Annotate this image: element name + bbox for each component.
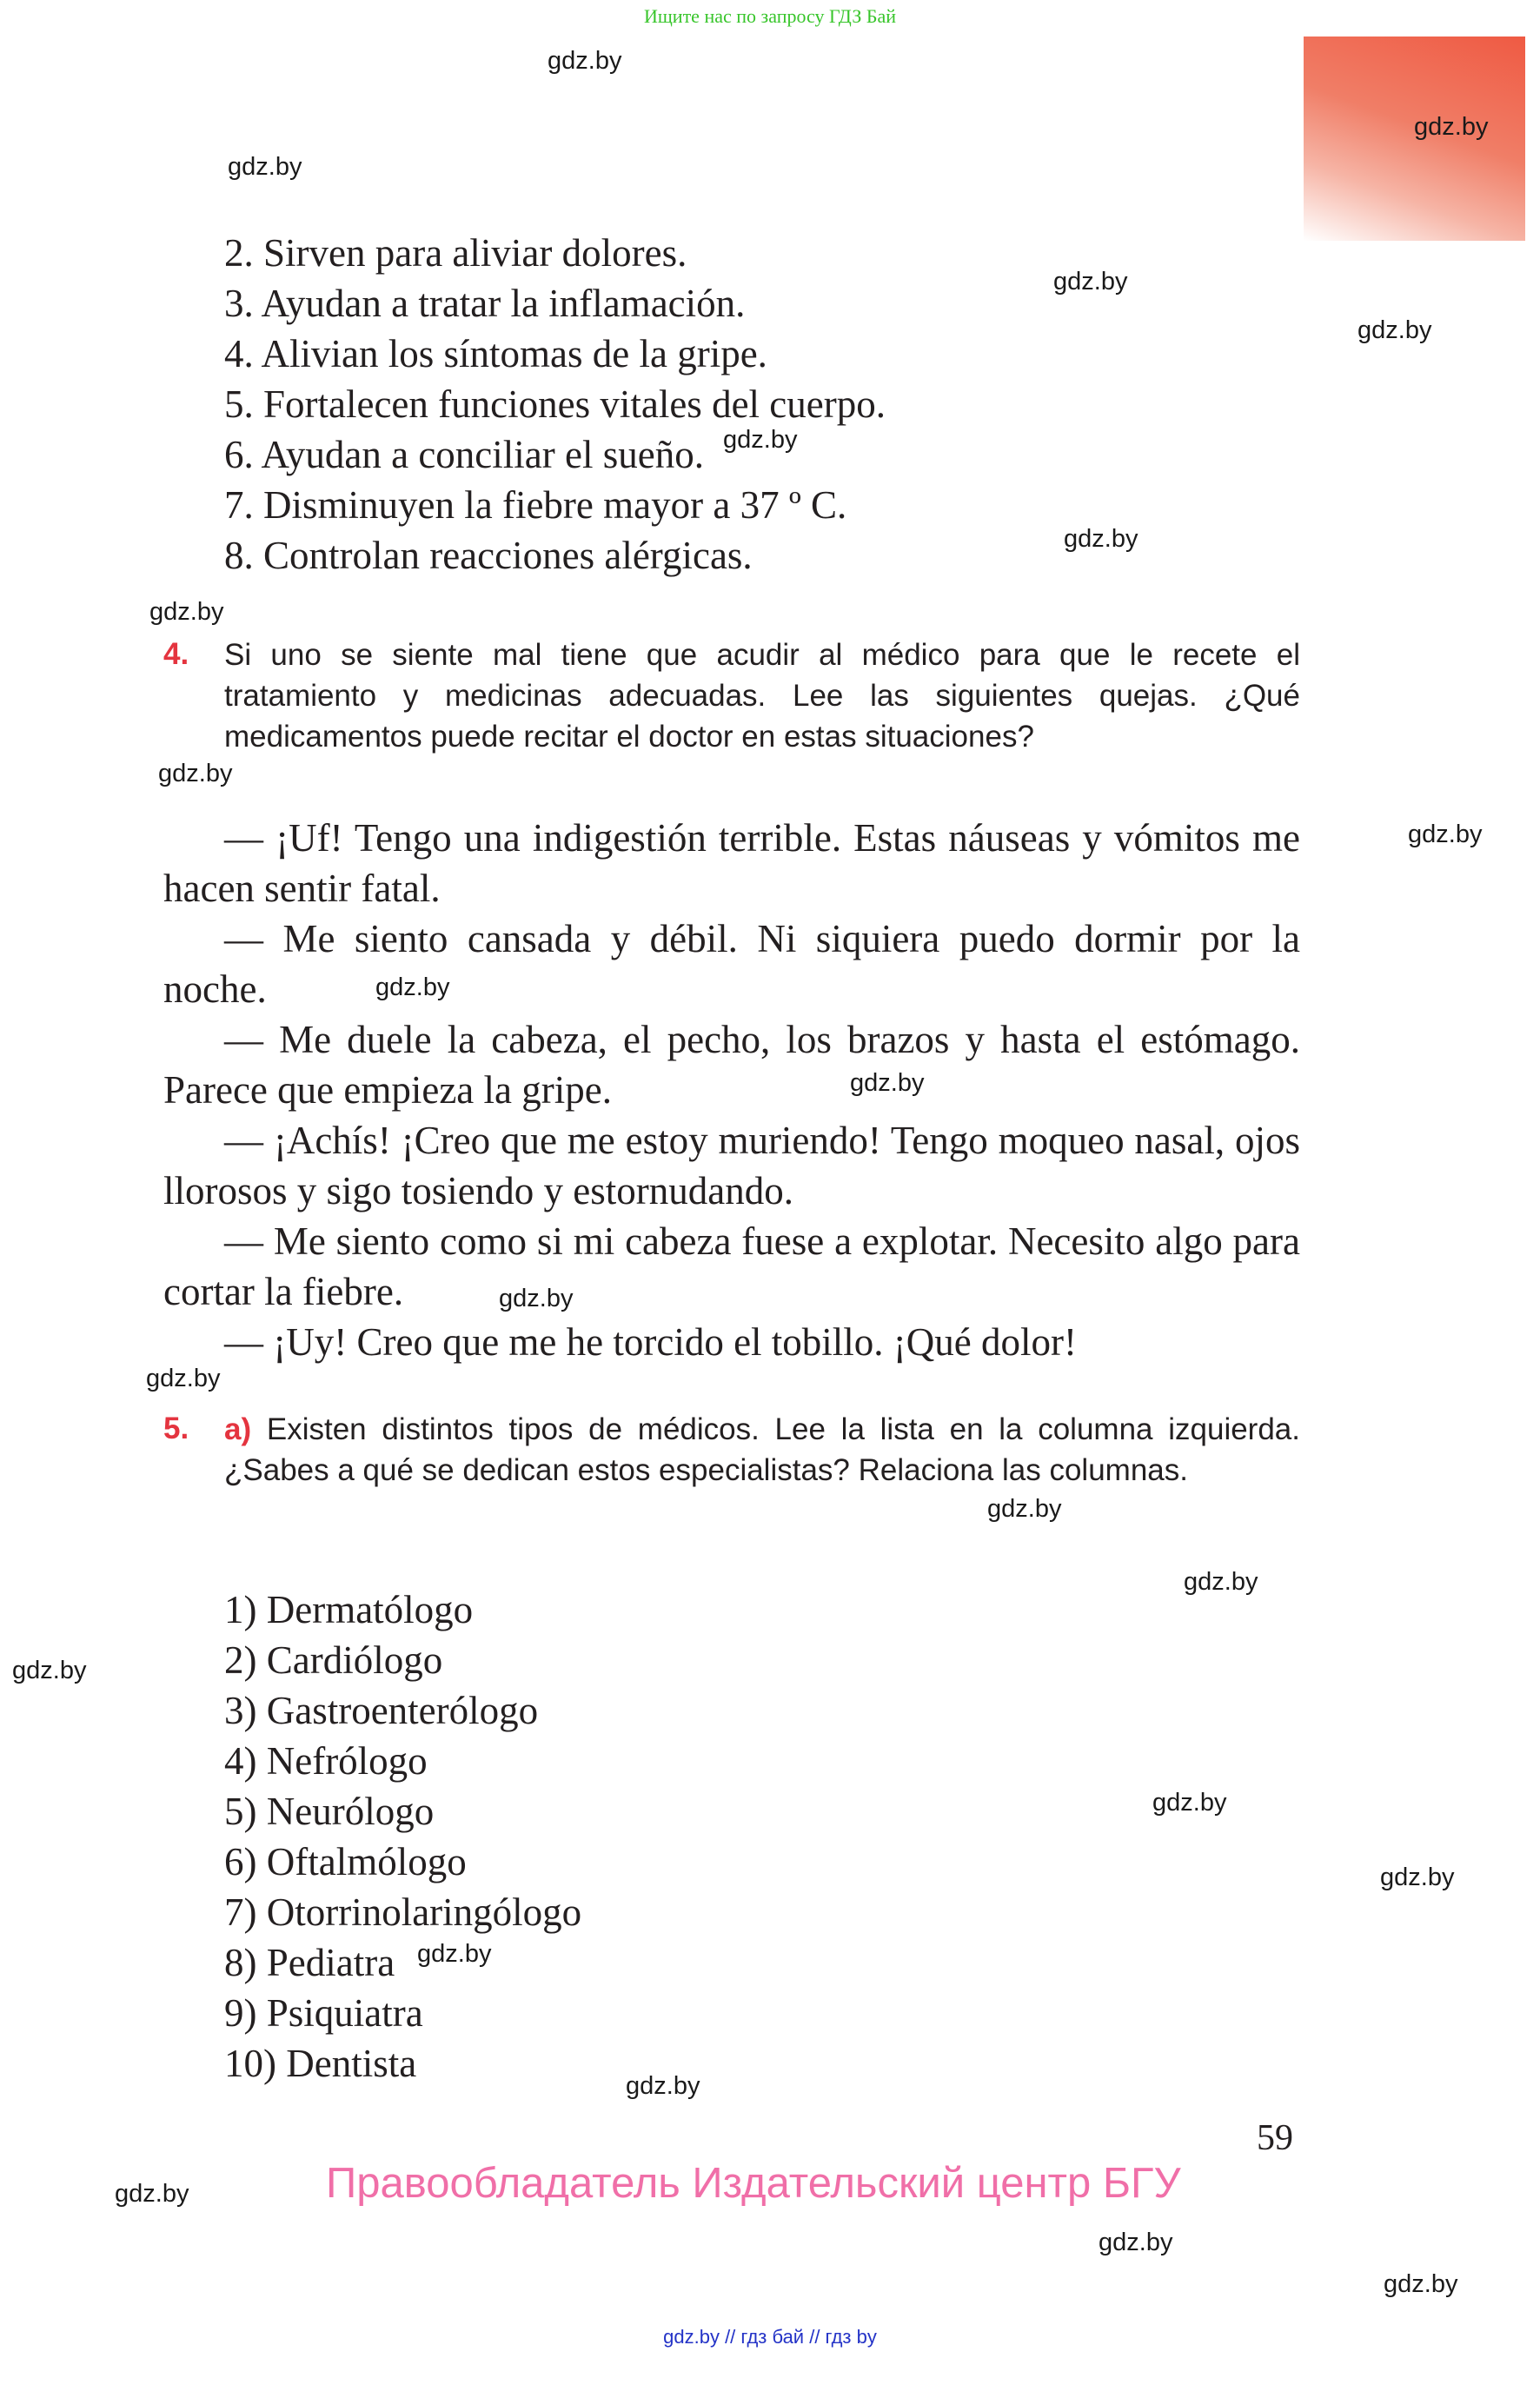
specialists-list xyxy=(224,1584,581,2089)
list-item: 7. Disminuyen la fiebre mayor a 37 º C. xyxy=(224,483,847,527)
search-banner: Ищите нас по запросу ГДЗ Бай xyxy=(643,5,897,27)
list-item: 7) Otorrinolaringólogo xyxy=(224,1890,582,1934)
list-item: 4) Nefrólogo xyxy=(224,1739,428,1783)
watermark: gdz.by xyxy=(1384,2270,1458,2298)
watermark: gdz.by xyxy=(1408,820,1483,848)
watermark: gdz.by xyxy=(146,1365,221,1392)
watermark: gdz.by xyxy=(12,1657,87,1684)
watermark: gdz.by xyxy=(987,1495,1062,1523)
list-item: 2) Cardiólogo xyxy=(224,1638,443,1682)
watermark: gdz.by xyxy=(1064,525,1138,553)
task-instruction: Si uno se siente mal tiene que acudir al médico para que le recete el tratamiento y medicinas adecuadas. Lee las siguientes quejas. ¿Qué medicamentos puede recitar el doctor en estas situaciones? xyxy=(224,638,1300,754)
watermark: gdz.by xyxy=(375,973,450,1001)
list-item: 3. Ayudan a tratar la inflamación. xyxy=(224,282,746,325)
watermark: gdz.by xyxy=(499,1285,574,1312)
watermark: gdz.by xyxy=(1414,113,1489,141)
list-item: 4. Alivian los síntomas de la gripe. xyxy=(224,332,767,375)
dialogue-line: — Me siento como si mi cabeza fuese a explotar. Necesito algo para cortar la fiebre. xyxy=(163,1219,1300,1313)
watermark: gdz.by xyxy=(1357,316,1432,344)
dialogue-block xyxy=(163,813,1300,1367)
watermark: gdz.by xyxy=(149,598,224,626)
list-item: 1) Dermatólogo xyxy=(224,1588,474,1631)
watermark: gdz.by xyxy=(1053,268,1128,296)
watermark: gdz.by xyxy=(723,426,798,454)
list-item: 6. Ayudan a conciliar el sueño. xyxy=(224,433,704,476)
watermark: gdz.by xyxy=(115,2180,189,2208)
watermark: gdz.by xyxy=(228,153,302,181)
copyright-notice: Правообладатель Издательский центр БГУ xyxy=(326,2160,1181,2207)
task-number: 5. xyxy=(163,1412,189,1445)
list-item: 9) Psiquiatra xyxy=(224,1991,423,2035)
dialogue-line: — Me siento cansada y débil. Ni siquiera puedo dormir por la noche. xyxy=(163,917,1300,1011)
watermark: gdz.by xyxy=(1099,2229,1173,2256)
watermark: gdz.by xyxy=(1152,1789,1227,1817)
dialogue-line: — ¡Uf! Tengo una indigestión terrible. Estas náuseas y vómitos me hacen sentir fatal. xyxy=(163,816,1300,910)
list-item: 6) Oftalmólogo xyxy=(224,1840,467,1883)
dialogue-line: — ¡Uy! Creo que me he torcido el tobillo. ¡Qué dolor! xyxy=(224,1320,1077,1364)
watermark: gdz.by xyxy=(548,47,622,75)
list-item: 5) Neurólogo xyxy=(224,1790,435,1833)
list-item: 5. Fortalecen funciones vitales del cuerpo. xyxy=(224,382,886,426)
task-instruction xyxy=(224,1409,1300,1491)
list-item: 2. Sirven para aliviar dolores. xyxy=(224,231,687,275)
remedies-list xyxy=(224,228,886,581)
page-number: 59 xyxy=(1257,2118,1293,2158)
list-item: 10) Dentista xyxy=(224,2042,417,2085)
watermark: gdz.by xyxy=(850,1069,925,1097)
footer-links[interactable]: gdz.by // гдз бай // гдз by xyxy=(663,2326,877,2348)
dialogue-line: — ¡Achís! ¡Creo que me estoy muriendo! Tengo moqueo nasal, ojos llorosos y sigo tosiendo y estornudando. xyxy=(163,1119,1300,1212)
list-item: 8. Controlan reacciones alérgicas. xyxy=(224,534,753,577)
watermark: gdz.by xyxy=(1380,1863,1455,1891)
list-item: 8) Pediatra xyxy=(224,1941,395,1984)
task-subpart-letter: a) xyxy=(224,1412,252,1446)
task-number: 4. xyxy=(163,637,189,671)
list-item: 3) Gastroenterólogo xyxy=(224,1689,539,1732)
watermark: gdz.by xyxy=(158,760,233,787)
task-instruction-text: Existen distintos tipos de médicos. Lee la lista en la columna izquierda. ¿Sabes a qué se dedican estos especialistas? Relaciona las columnas. xyxy=(224,1412,1300,1487)
watermark: gdz.by xyxy=(417,1940,492,1968)
watermark: gdz.by xyxy=(626,2072,700,2100)
dialogue-line: — Me duele la cabeza, el pecho, los brazos y hasta el estómago. Parece que empieza la gripe. xyxy=(163,1018,1300,1112)
watermark: gdz.by xyxy=(1184,1568,1258,1596)
